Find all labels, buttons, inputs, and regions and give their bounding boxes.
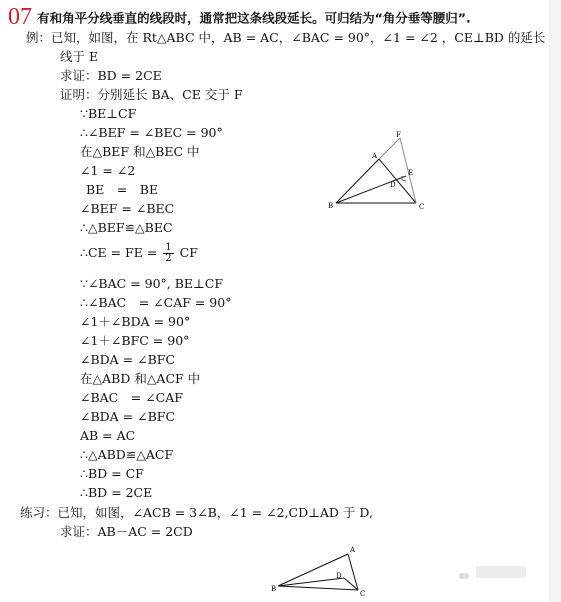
proof-step: ∴△ABD≌△ACF (80, 447, 174, 462)
example-statement: 例：已知，如图，在 Rt△ABC 中，AB = AC，∠BAC = 90°，∠1 = ∠2 ，CE⊥BD 的延长 (26, 30, 546, 45)
prove-statement: 求证：BD = 2CE (60, 68, 162, 83)
label-f: F (396, 131, 401, 139)
label-e: E (408, 169, 414, 177)
label-a: A (372, 152, 378, 160)
section-title: 有和角平分线垂直的线段时，通常把这条线段延长。可归结为“角分垂等腰归”. (37, 10, 471, 26)
watermark-blur (476, 566, 526, 578)
proof-step: ∠BDA = ∠BFC (80, 352, 176, 367)
proof-step: ∴BD = CF (80, 466, 144, 481)
proof-step: ∠BAC = ∠CAF (80, 390, 183, 405)
fraction-numerator: 1 (165, 242, 172, 253)
proof-step: 在△ABD 和△ACF 中 (80, 371, 201, 386)
label-a: A (350, 546, 356, 554)
proof-step: BE = BE (86, 182, 159, 197)
example-statement-cont: 线于 E (60, 49, 99, 64)
segment-af (379, 138, 400, 159)
proof-step: AB = AC (80, 428, 136, 443)
proof-step: ∴BD = 2CE (80, 485, 153, 500)
exercise-prove: 求证：AB－AC = 2CD (60, 524, 193, 539)
triangle-figure-2 (270, 538, 374, 598)
fraction-denominator: 2 (165, 253, 172, 264)
exercise-statement: 练习：已知，如图，∠ACB = 3∠B，∠1 = ∠2,CD⊥AD 于 D, (20, 505, 373, 520)
segment-ba (278, 554, 348, 586)
proof-step: ∠BDA = ∠BFC (80, 409, 176, 424)
segment-ba (336, 159, 379, 203)
proof-intro: 证明：分别延长 BA、CE 交于 F (60, 87, 243, 102)
proof-step: ∠1＋∠BDA = 90° (80, 314, 191, 329)
label-d: D (390, 181, 396, 189)
proof-step-fraction (80, 242, 198, 264)
fraction-prefix: ∴CE = FE = (80, 245, 158, 260)
proof-step: ∠1＋∠BFC = 90° (80, 333, 190, 348)
proof-step: ∠1 = ∠2 (80, 163, 136, 178)
fraction-one-half (163, 243, 173, 264)
proof-step: ∴△BEF≌△BEC (80, 220, 173, 235)
label-c: C (419, 203, 425, 211)
label-c: C (360, 590, 366, 598)
watermark-mark (458, 571, 470, 581)
proof-step: ∠BEF = ∠BEC (80, 201, 175, 216)
page-edge (549, 0, 561, 602)
proof-step: ∴∠BEF = ∠BEC = 90° (80, 125, 223, 140)
proof-step: ∵BE⊥CF (80, 106, 137, 121)
section-number: 07 (8, 4, 32, 30)
triangle-figure-1 (322, 128, 434, 212)
watermark-logo-icon (458, 566, 470, 576)
proof-step: 在△BEF 和△BEC 中 (80, 144, 200, 159)
label-b: B (328, 202, 334, 210)
section-header (8, 4, 471, 31)
label-d: D (336, 572, 342, 580)
segment-bc (278, 586, 358, 590)
fraction-suffix: CF (179, 245, 198, 260)
proof-step: ∴∠BAC = ∠CAF = 90° (80, 295, 232, 310)
label-b: B (271, 585, 277, 593)
proof-step: ∵∠BAC = 90°, BE⊥CF (80, 276, 224, 291)
segment-ac (348, 554, 358, 590)
